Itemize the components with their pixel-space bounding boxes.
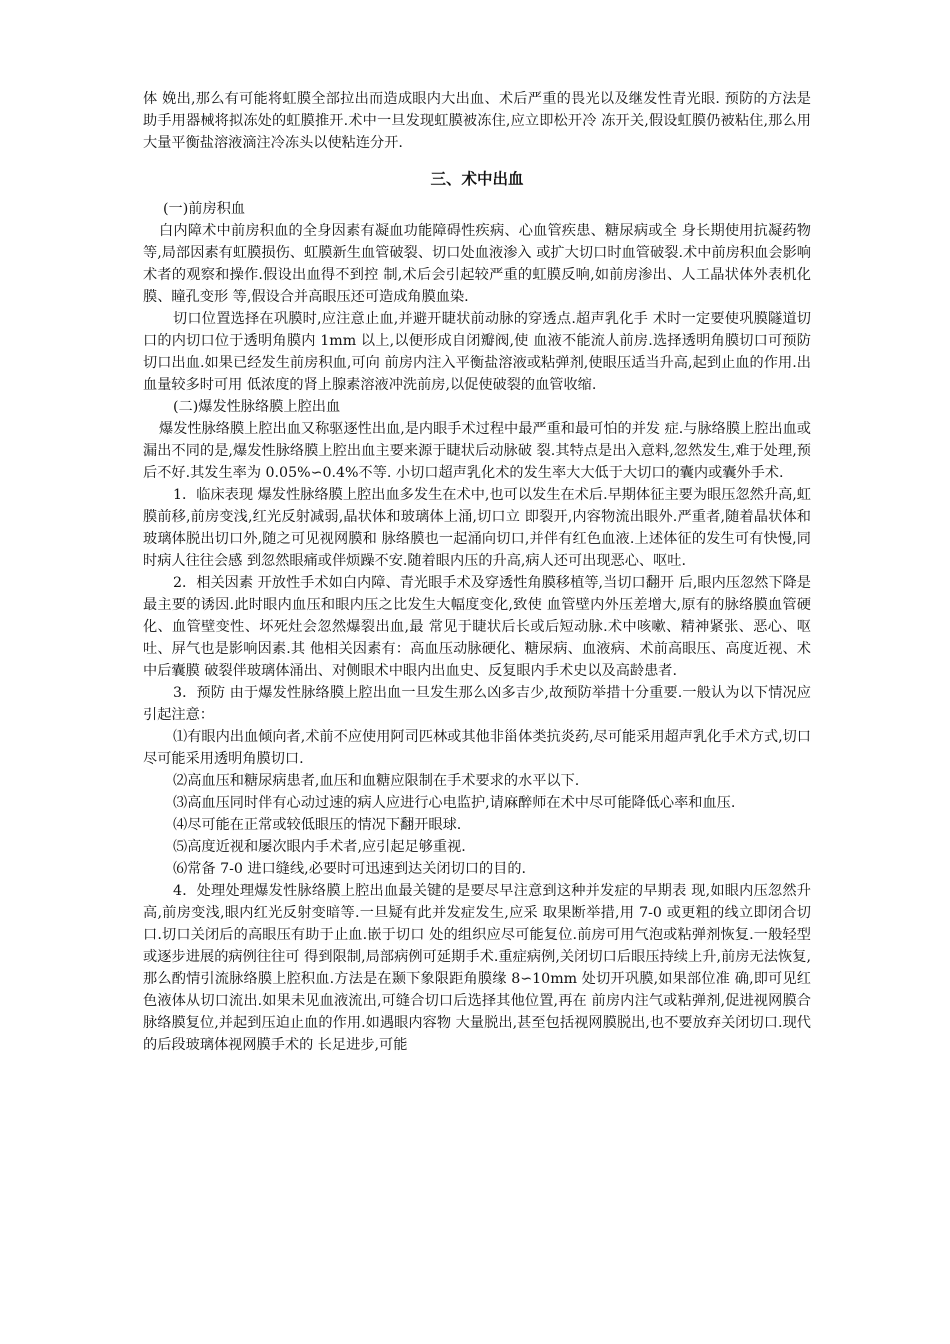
body-paragraph: 4．处理处理爆发性脉络膜上腔出血最关键的是要尽早注意到这种并发症的早期表 现,如眼内压忽然升高,前房变浅,眼内红光反射变暗等.一旦疑有此并发症发生,应采 取果断举措,用 7-0 或更粗的线立即闭合切口.切口关闭后的高眼压有助于止血.嵌于切口 处的组织应尽可能复位.前房可用气泡或粘弹剂恢复.一般轻型或逐步进展的病例往往可 得到限制,局部病例可延期手术.重症病例,关闭切口后眼压持续上升,前房无法恢复, 那么酌情引流脉络膜上腔积血.方法是在颞下象限距角膜缘 8∽10mm 处切开巩膜,如果部位准 确,即可见红色液体从切口流出.如果未见血液流出,可缝合切口后选择其他位置,再在 前房内注气或粘弹剂,促进视网膜合脉络膜复位,并起到压迫止血的作用.如遇眼内容物 大量脱出,甚至包括视网膜脱出,也不要放弃关闭切口.现代的后段玻璃体视网膜手术的 长足进步,可能	[143, 883, 811, 1053]
subsection-title-2: (二)爆发性脉络膜上腔出血	[173, 399, 341, 415]
list-item: ⑸高度近视和屡次眼内手术者,应引起足够重视.	[173, 839, 466, 855]
list-item: ⑶高血压同时伴有心动过速的病人应进行心电监护,请麻醉师在术中尽可能降低心率和血压.	[173, 795, 736, 811]
list-item: ⑵高血压和糖尿病患者,血压和血糖应限制在手术要求的水平以下.	[173, 773, 580, 789]
intro-paragraph: 体 娩出,那么有可能将虹膜全部拉出而造成眼内大出血、术后严重的畏光以及继发性青光眼. 预防的方法是助手用器械将拟冻处的虹膜推开.术中一旦发现虹膜被冻住,应立即松开冷 冻开关,假设虹膜仍被粘住,那么用大量平衡盐溶液滴注冷冻头以使粘连分开.	[143, 91, 811, 151]
body-paragraph: 1．临床表现 爆发性脉络膜上腔出血多发生在术中,也可以发生在术后.早期体征主要为眼压忽然升高,虹膜前移,前房变浅,红光反射减弱,晶状体和玻璃体上涌,切口立 即裂开,内容物流出眼外.严重者,随着晶状体和玻璃体脱出切口外,随之可见视网膜和 脉络膜也一起涌向切口,并伴有红色血液.上述体征的发生可有快慢,同时病人往往会感 到忽然眼痛或伴烦躁不安.随着眼内压的升高,病人还可出现恶心、呕吐.	[143, 487, 811, 569]
body-paragraph: 2．相关因素 开放性手术如白内障、青光眼手术及穿透性角膜移植等,当切口翻开 后,眼内压忽然下降是最主要的诱因.此时眼内血压和眼内压之比发生大幅度变化,致使 血管壁内外压差增大,原有的脉络膜血管硬化、血管壁变性、坏死灶会忽然爆裂出血,最 常见于睫状后长或后短动脉.术中咳嗽、精神紧张、恶心、呕吐、屏气也是影响因素.其 他相关因素有：高血压动脉硬化、糖尿病、血液病、术前高眼压、高度近视、术中后囊膜 破裂伴玻璃体涌出、对侧眼术中眼内出血史、反复眼内手术史以及高龄患者.	[143, 575, 811, 679]
body-paragraph: 切口位置选择在巩膜时,应注意止血,并避开睫状前动脉的穿透点.超声乳化手 术时一定要使巩膜隧道切口的内切口位于透明角膜内 1mm 以上,以便形成自闭瓣阀,使 血液不能流人前房.选择透明角膜切口可预防切口出血.如果已经发生前房积血,可向 前房内注入平衡盐溶液或粘弹剂,使眼压适当升高,起到止血的作用.出血量较多时可用 低浓度的肾上腺素溶液冲洗前房,以促使破裂的血管收缩.	[143, 311, 811, 393]
list-item: ⑷尽可能在正常或较低眼压的情况下翻开眼球.	[173, 817, 462, 833]
body-paragraph: 爆发性脉络膜上腔出血又称驱逐性出血,是内眼手术过程中最严重和最可怕的并发 症.与脉络膜上腔出血或漏出不同的是,爆发性脉络膜上腔出血主要来源于睫状后动脉破 裂.其特点是出入意料,忽然发生,难于处理,预后不好.其发生率为 0.05%∽0.4%不等. 小切口超声乳化术的发生率大大低于大切口的囊内或囊外手术.	[143, 421, 811, 481]
section-title: 三、术中出血	[430, 170, 524, 188]
document-page	[143, 88, 811, 1056]
subsection-title-1: (一)前房积血	[163, 201, 246, 217]
list-item: ⑴有眼内出血倾向者,术前不应使用阿司匹林或其他非甾体类抗炎药,尽可能采用超声乳化手术方式,切口尽可能采用透明角膜切口.	[143, 729, 811, 767]
list-item: ⑹常备 7-0 进口缝线,必要时可迅速到达关闭切口的目的.	[173, 861, 527, 877]
body-paragraph: 3．预防 由于爆发性脉络膜上腔出血一旦发生那么凶多吉少,故预防举措十分重要.一般认为以下情况应引起注意：	[143, 685, 811, 723]
body-paragraph: 白内障术中前房积血的全身因素有凝血功能障碍性疾病、心血管疾患、糖尿病或全 身长期使用抗凝药物等,局部因素有虹膜损伤、虹膜新生血管破裂、切口处血液渗入 或扩大切口时血管破裂.术中前房积血会影响术者的观察和操作.假设出血得不到控 制,术后会引起较严重的虹膜反响,如前房渗出、人工晶状体外表机化膜、瞳孔变形 等,假设合并高眼压还可造成角膜血染.	[143, 223, 811, 305]
